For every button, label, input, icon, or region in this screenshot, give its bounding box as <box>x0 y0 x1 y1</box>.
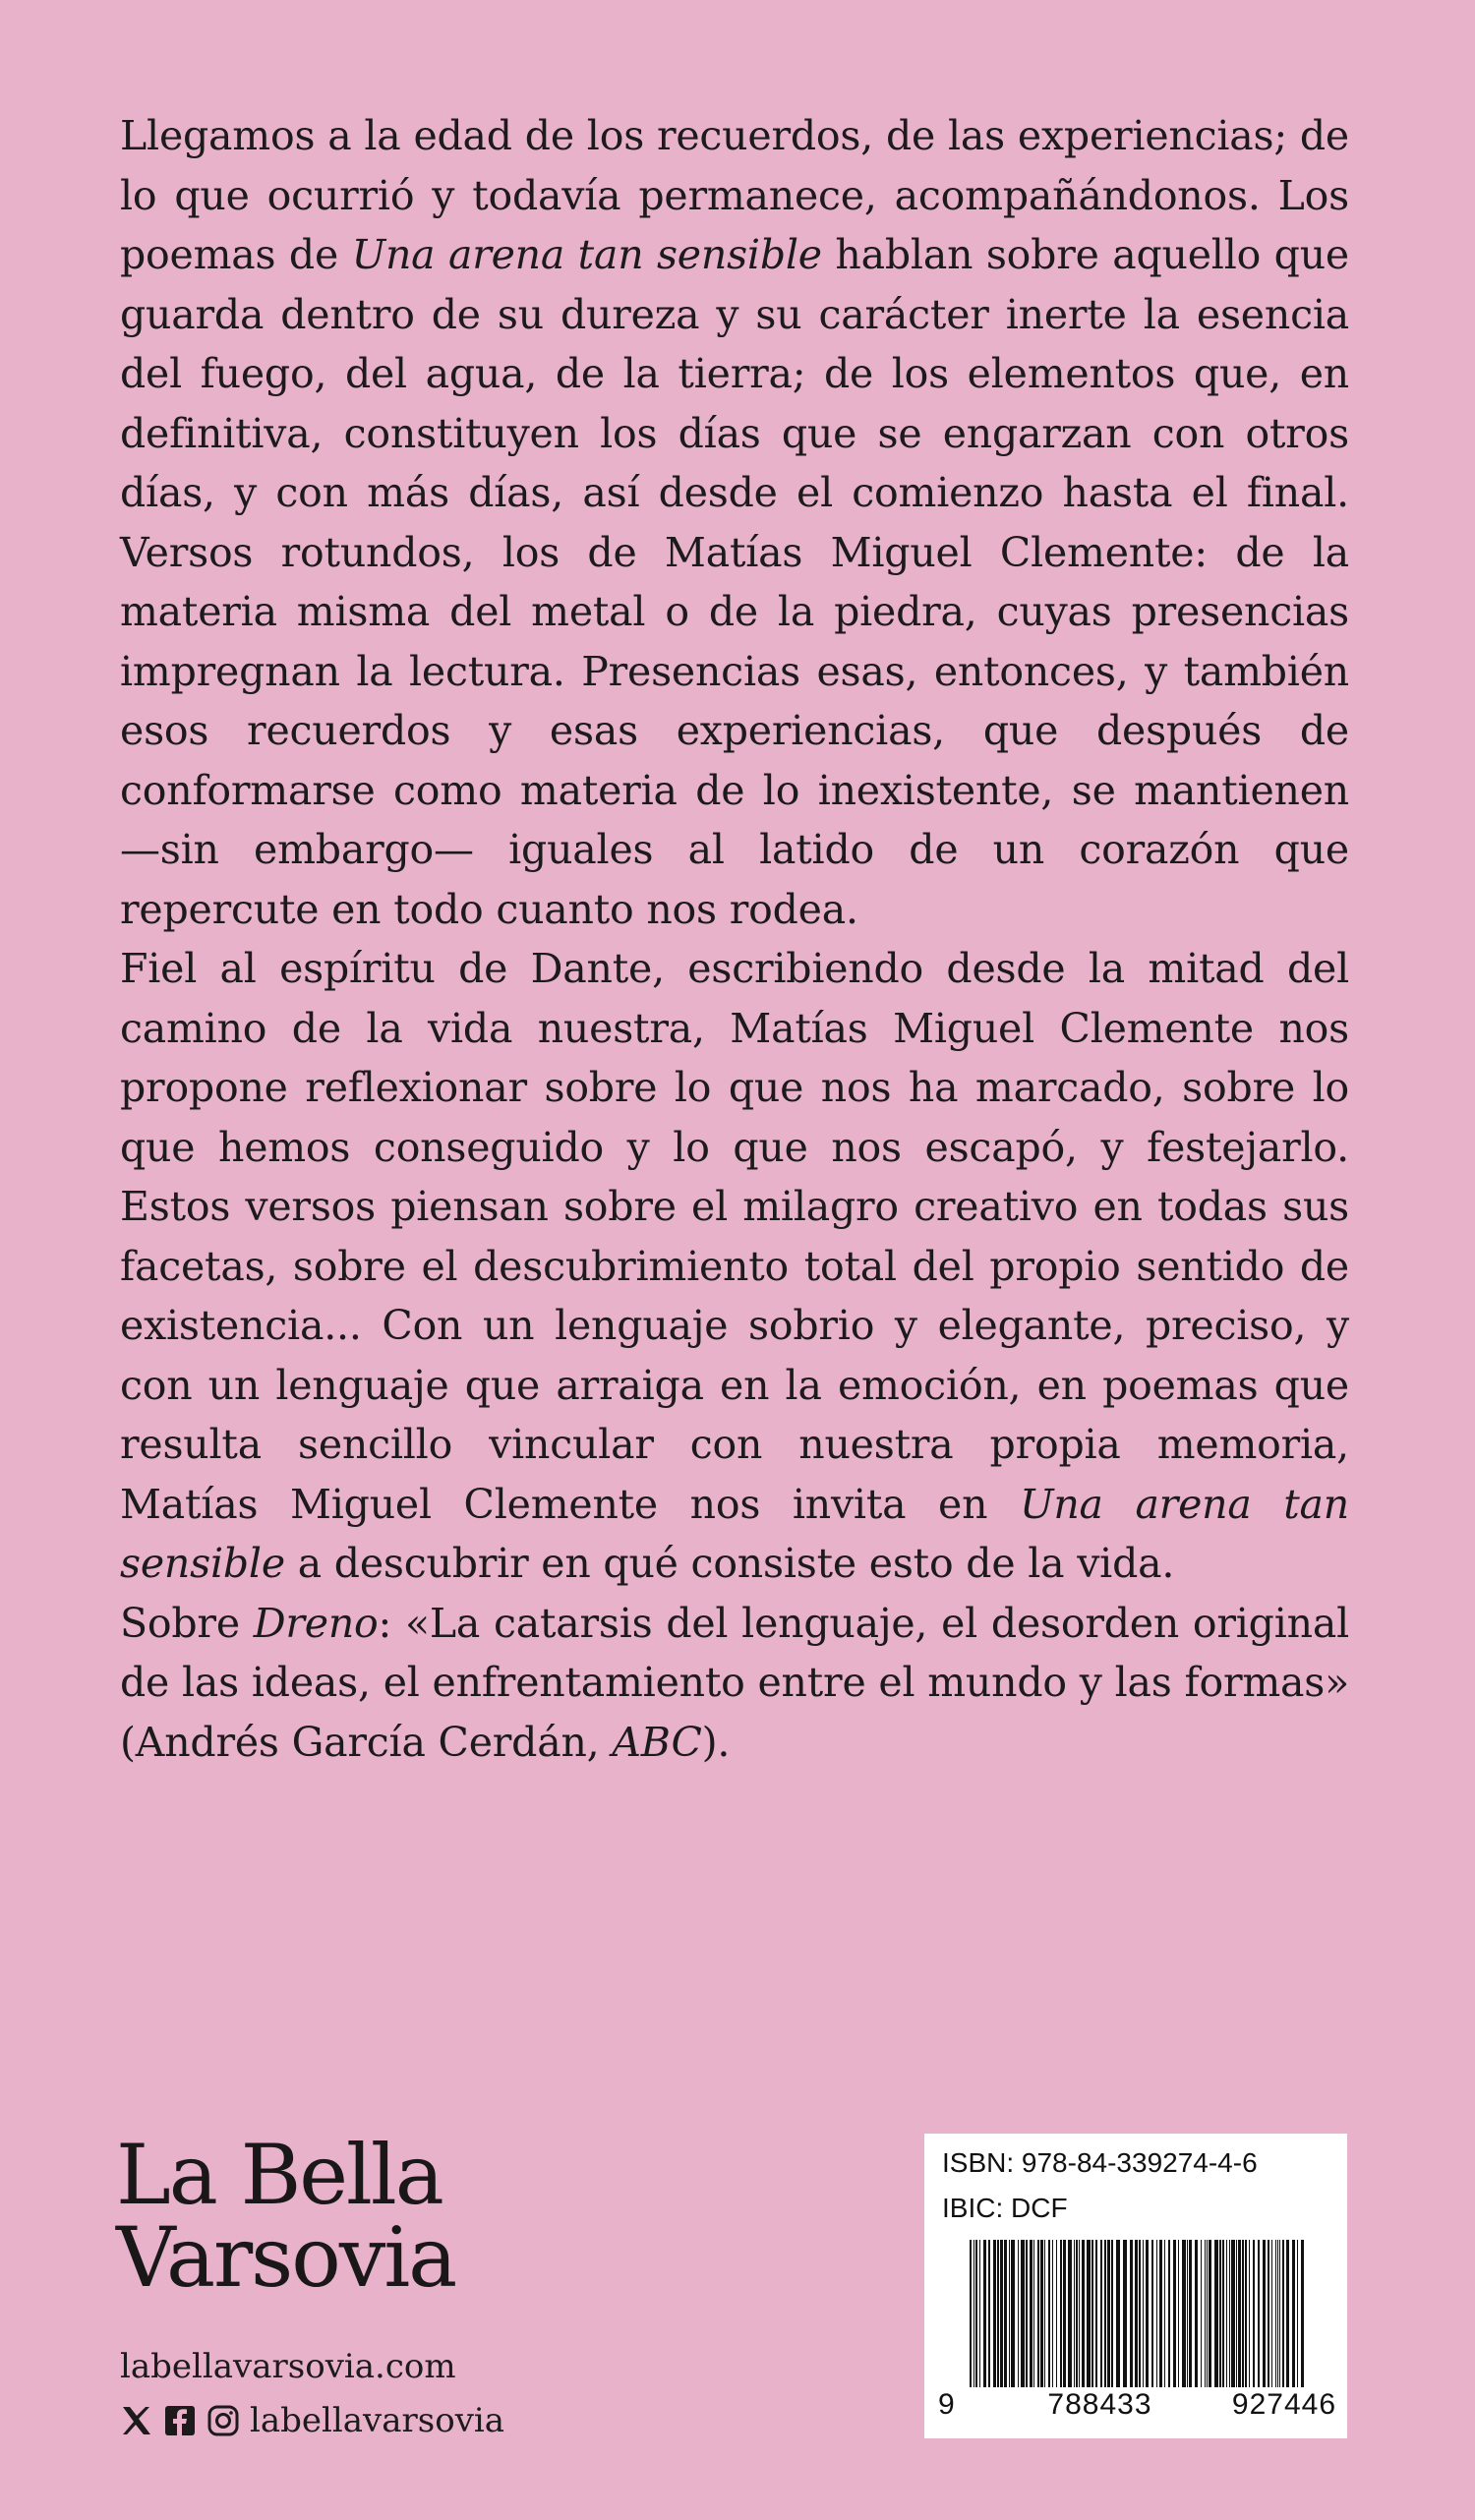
barcode-bar <box>1146 2240 1149 2387</box>
x-icon[interactable] <box>120 2404 153 2437</box>
barcode-bar <box>1205 2240 1206 2387</box>
barcode-bar <box>1087 2240 1091 2387</box>
barcode-bar <box>1263 2240 1266 2387</box>
blurb-text: a descubrir en qué consiste esto de la vida. <box>284 1540 1175 1587</box>
barcode-bar <box>1236 2240 1237 2387</box>
barcode-bar <box>1000 2240 1003 2387</box>
barcode-bar <box>1130 2240 1133 2387</box>
blurb-text: hablan sobre aquello que guarda dentro de su dureza y su carácter inerte la esencia del fuego, del agua, de la tierra; de los elementos que, en definitiva, constituyen los días que se engarzan con otros días, y con más días, así desde el comienzo hasta el final. Versos rotundos, los de Matías Miguel Clemente: de la materia misma del metal o de la piedra, cuyas presencias impregnan la lectura. Presencias esas, entonces, y también esos recuerdos y esas experiencias, que después de conformarse como materia de lo inexistente, se mantienen —sin embargo— iguales al latido de un corazón que repercute en todo cuanto nos rodea. <box>120 231 1349 933</box>
barcode-bar <box>983 2240 986 2387</box>
barcode-bar <box>1030 2240 1032 2387</box>
publisher-logo <box>116 2127 456 2306</box>
barcode-bar <box>1282 2240 1284 2387</box>
barcode-bar <box>1301 2240 1304 2387</box>
barcode-bar <box>1195 2240 1198 2387</box>
barcode-bar <box>1116 2240 1120 2387</box>
barcode-bar <box>1111 2240 1113 2387</box>
barcode-bar <box>1209 2240 1211 2387</box>
barcode-bar <box>1201 2240 1202 2387</box>
barcode-bar <box>1292 2240 1295 2387</box>
barcode-bar <box>1182 2240 1186 2387</box>
ibic-text: IBIC: DCF <box>942 2193 1068 2223</box>
barcode-bar <box>1044 2240 1045 2387</box>
barcode-bar <box>975 2240 977 2387</box>
barcode-bar <box>1178 2240 1179 2387</box>
barcode-bar <box>1286 2240 1289 2387</box>
barcode-bar <box>1135 2240 1138 2387</box>
barcode-bar <box>1040 2240 1043 2387</box>
blurb-text: Sobre <box>120 1599 254 1647</box>
barcode-bar <box>1095 2240 1097 2387</box>
book-title: Una arena tan sensible <box>351 231 822 278</box>
barcode-digits <box>938 2387 1336 2423</box>
blurb-text: Llegamos a la edad de los recuerdos, de las experiencias; de lo que ocurrió y todavía permanece, acompañándonos. Los poemas de <box>120 112 1349 278</box>
blurb-text: ). <box>701 1718 731 1766</box>
barcode-bar <box>1297 2240 1298 2387</box>
barcode-bars <box>942 2240 1330 2387</box>
barcode-bar <box>1021 2240 1025 2387</box>
barcode-bar <box>1168 2240 1170 2387</box>
barcode-bar <box>1151 2240 1153 2387</box>
publisher-website[interactable]: labellavarsovia.com <box>120 2347 456 2386</box>
blurb-text: : «La catarsis del lenguaje, el desorden original de las ideas, el enfrentamiento entre el mundo y las formas» (Andrés García Cerdán, <box>120 1599 1349 1766</box>
barcode-bar <box>1143 2240 1144 2387</box>
barcode-bar <box>1011 2240 1015 2387</box>
barcode-bar <box>1164 2240 1165 2387</box>
blurb-paragraph-1 <box>120 106 1349 939</box>
barcode-digits-left: 788433 <box>1047 2388 1152 2421</box>
barcode-bar <box>1107 2240 1110 2387</box>
barcode-digits-right: 927446 <box>1231 2388 1336 2421</box>
barcode-bar <box>1123 2240 1127 2387</box>
barcode-bar <box>1189 2240 1192 2387</box>
isbn-barcode-label <box>924 2134 1347 2438</box>
barcode-bar <box>1231 2240 1235 2387</box>
barcode-bar <box>1048 2240 1050 2387</box>
barcode-bar <box>1242 2240 1244 2387</box>
blurb-paragraph-2 <box>120 939 1349 1594</box>
barcode-bar <box>1139 2240 1141 2387</box>
barcode-bar <box>1173 2240 1176 2387</box>
barcode-bar <box>1207 2240 1208 2387</box>
barcode-bar <box>1009 2240 1010 2387</box>
social-handle[interactable]: labellavarsovia <box>250 2401 505 2440</box>
barcode-bar <box>1056 2240 1057 2387</box>
review-source: ABC <box>612 1718 702 1766</box>
social-links <box>120 2399 504 2442</box>
barcode-bar <box>979 2240 980 2387</box>
barcode-bar <box>1100 2240 1102 2387</box>
blurb-text: Fiel al espíritu de Dante, escribiendo desde la mitad del camino de la vida nuestra, Matías Miguel Clemente nos propone reflexionar sobre lo que nos ha marcado, sobre lo que hemos conseguido y lo que nos escapó, y festejarlo. Estos versos piensan sobre el milagro creativo en todas sus facetas, sobre el descubrimiento total del propio sentido de existencia... Con un lenguaje sobrio y elegante, preciso, y con un lenguaje que arraiga en la emoción, en poemas que resulta sencillo vincular con nuestra propia memoria, Matías Miguel Clemente nos invita en <box>120 945 1349 1528</box>
barcode-digit-prefix: 9 <box>938 2388 956 2421</box>
barcode-bar <box>1033 2240 1034 2387</box>
logo-line-1: La Bella <box>116 2127 442 2223</box>
barcode-bar <box>1277 2240 1278 2387</box>
barcode-bar <box>1037 2240 1039 2387</box>
barcode-bar <box>1187 2240 1188 2387</box>
instagram-icon[interactable] <box>206 2404 240 2437</box>
barcode-bar <box>1249 2240 1250 2387</box>
barcode-bar <box>1082 2240 1085 2387</box>
barcode-bar <box>1214 2240 1218 2387</box>
barcode-bar <box>1052 2240 1053 2387</box>
barcode-bar <box>1268 2240 1269 2387</box>
barcode-bar <box>1229 2240 1230 2387</box>
facebook-icon[interactable] <box>163 2404 197 2437</box>
barcode-bar <box>1018 2240 1019 2387</box>
barcode-bar <box>1258 2240 1260 2387</box>
barcode-bar <box>1079 2240 1080 2387</box>
barcode-bar <box>1156 2240 1157 2387</box>
barcode-bar <box>1060 2240 1062 2387</box>
blurb-paragraph-3 <box>120 1594 1349 1773</box>
barcode-bar <box>1279 2240 1280 2387</box>
barcode-bar <box>1004 2240 1007 2387</box>
book-title: Una arena tan sensible <box>120 1480 1349 1587</box>
barcode-bar <box>1063 2240 1066 2387</box>
barcode-bar <box>1092 2240 1093 2387</box>
back-cover-blurb <box>120 106 1349 1772</box>
barcode-bar <box>970 2240 972 2387</box>
barcode-bar <box>1026 2240 1028 2387</box>
barcode-bar <box>993 2240 996 2387</box>
barcode-bar <box>1104 2240 1106 2387</box>
barcode-bar <box>1159 2240 1162 2387</box>
barcode-bar <box>997 2240 999 2387</box>
barcode-bar <box>1068 2240 1072 2387</box>
barcode-bar <box>1275 2240 1276 2387</box>
isbn-text: ISBN: 978-84-339274-4-6 <box>942 2147 1258 2178</box>
barcode-bar <box>1076 2240 1078 2387</box>
barcode-bar <box>1074 2240 1075 2387</box>
barcode-bar <box>1219 2240 1221 2387</box>
barcode-bar <box>988 2240 990 2387</box>
barcode-bar <box>1222 2240 1224 2387</box>
barcode-bar <box>1253 2240 1255 2387</box>
barcode-bar <box>1271 2240 1272 2387</box>
barcode-bar <box>1238 2240 1241 2387</box>
barcode-bar <box>1245 2240 1247 2387</box>
barcode-bar <box>1226 2240 1227 2387</box>
logo-line-2: Varsovia <box>116 2209 456 2306</box>
book-title: Dreno <box>253 1599 379 1647</box>
